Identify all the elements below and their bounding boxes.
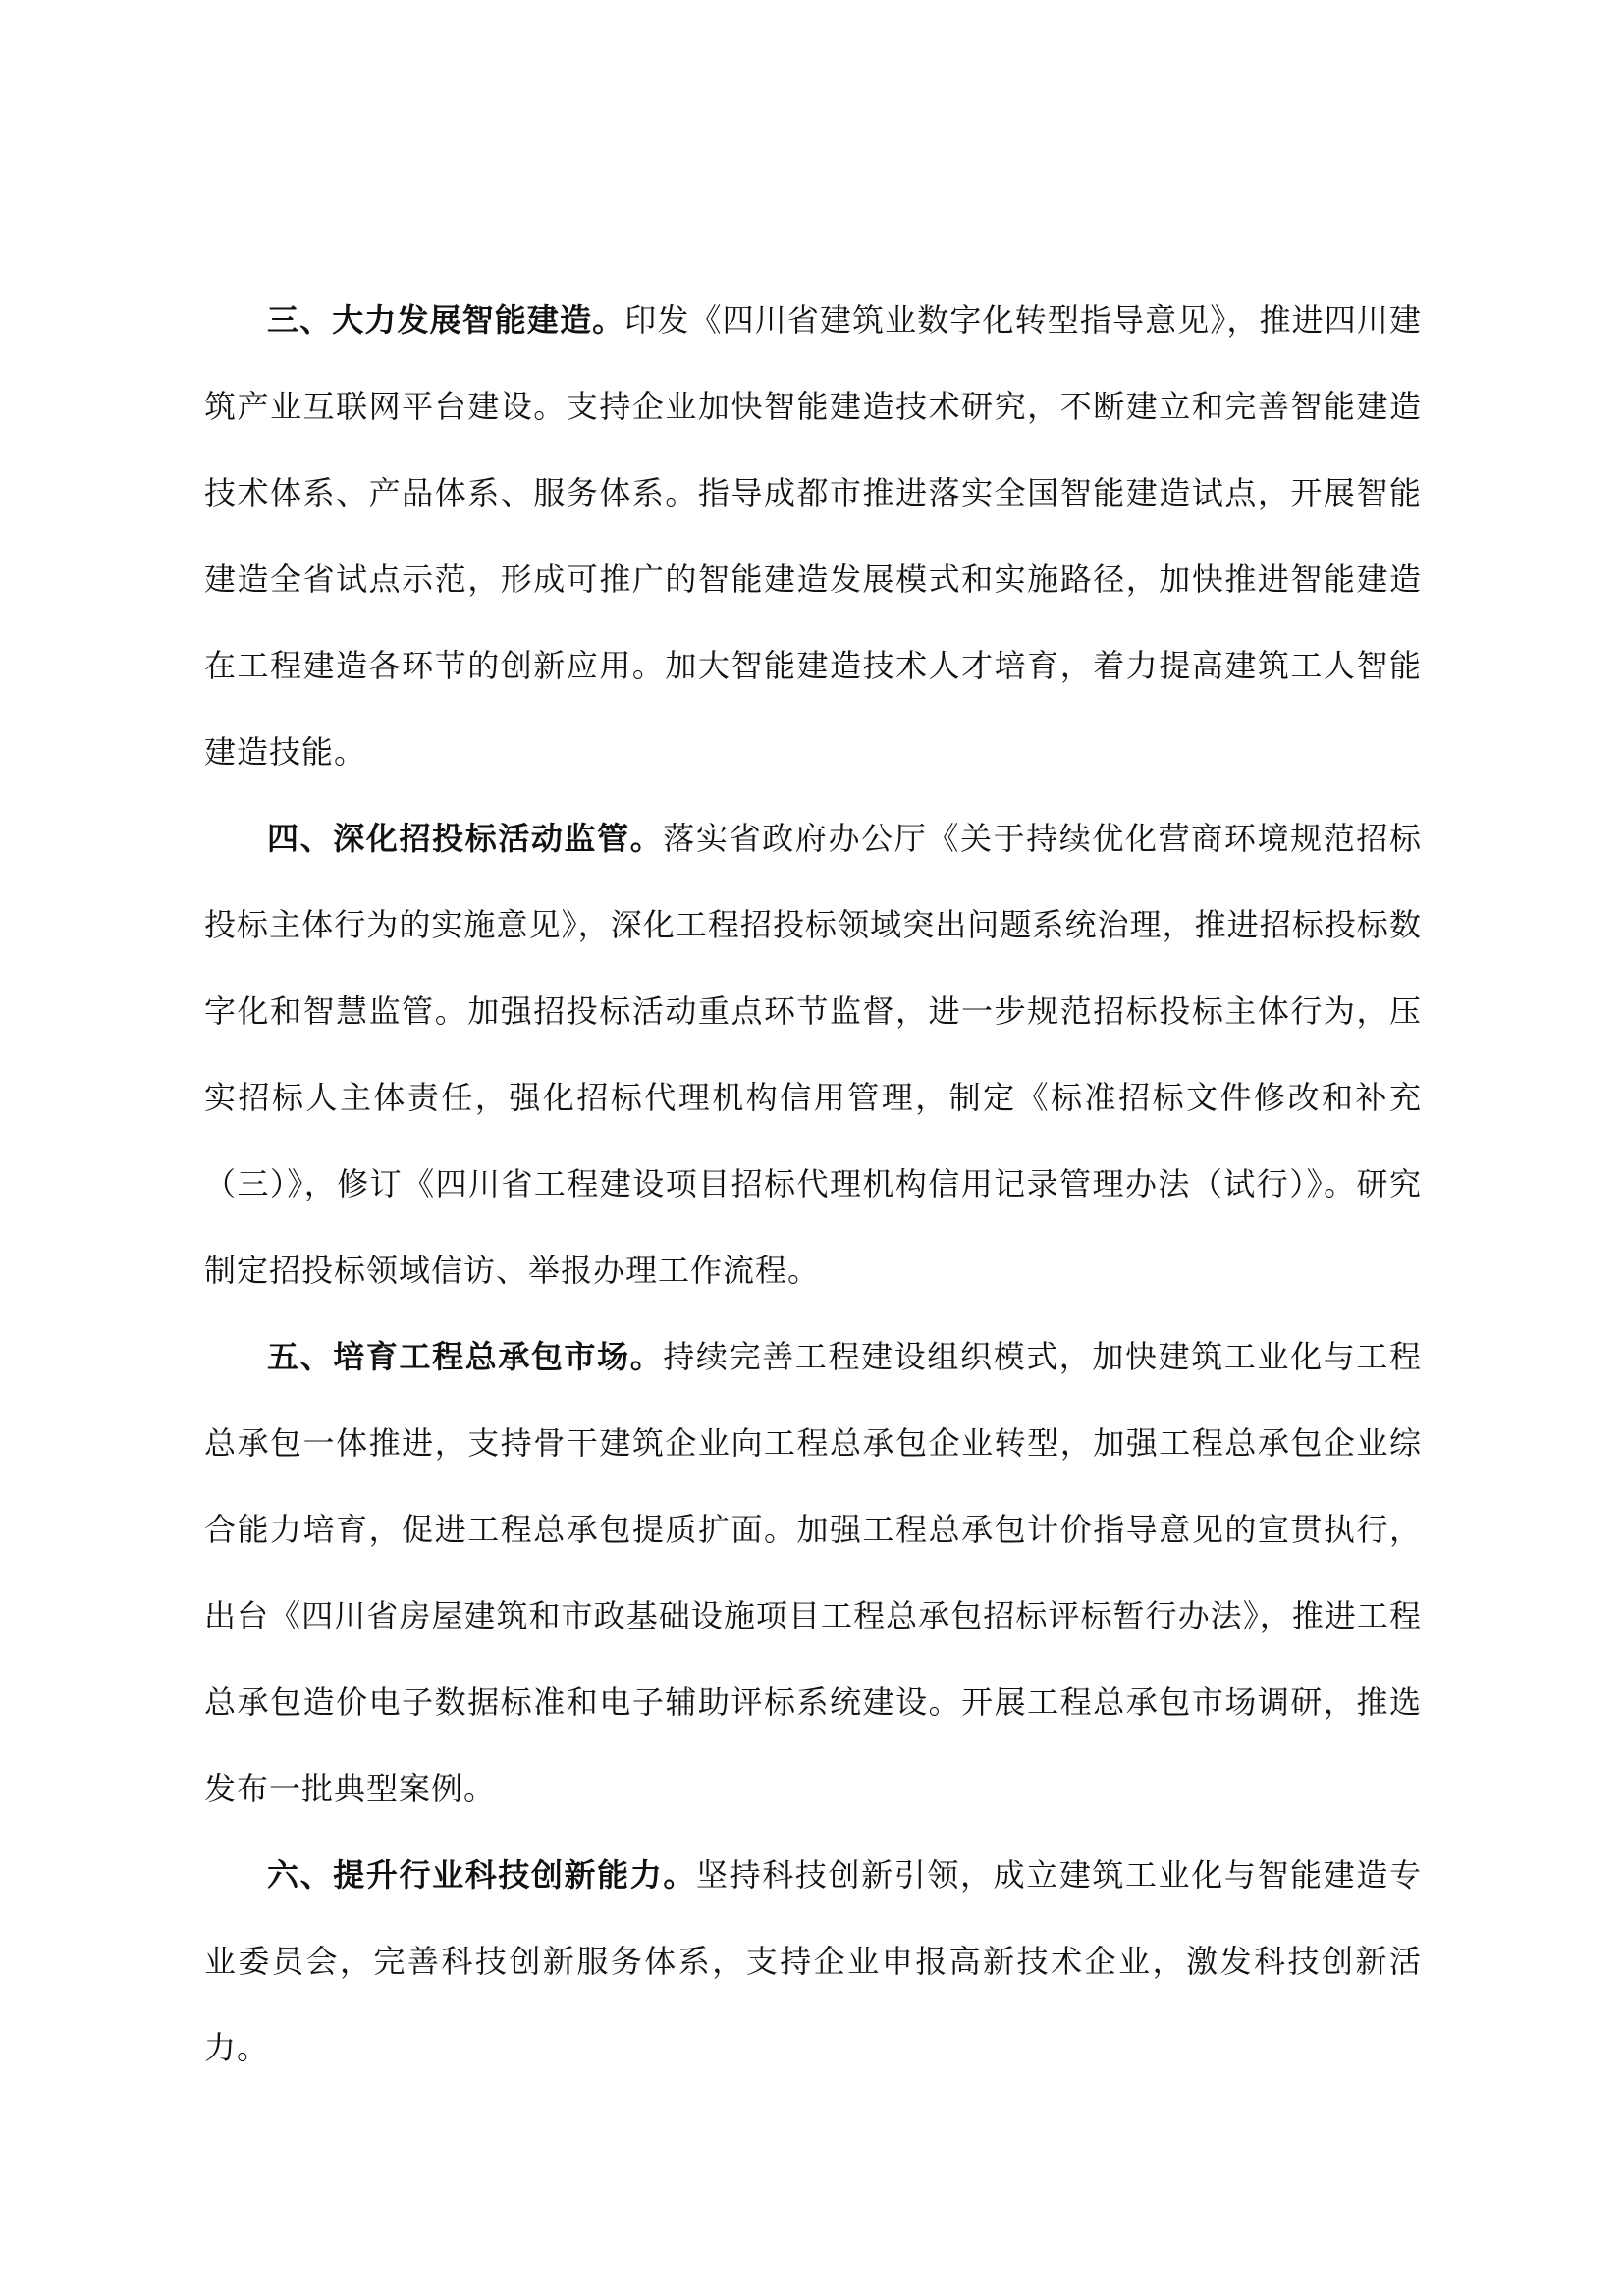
paragraph-heading: 六、提升行业科技创新能力。	[267, 1856, 697, 1894]
paragraph-text: 坚持科技创新引领，成立建筑工业化与智能建造专业委员会，完善科技创新服务体系，支持企业申报高新技术企业，激发科技创新活力。	[204, 1856, 1422, 2066]
paragraph-bidding-supervision	[204, 795, 1422, 1313]
paragraph-tech-innovation	[204, 1832, 1422, 2091]
paragraph-text: 印发《四川省建筑业数字化转型指导意见》，推进四川建筑产业互联网平台建设。支持企业加快智能建造技术研究，不断建立和完善智能建造技术体系、产品体系、服务体系。指导成都市推进落实全国智能建造试点，开展智能建造全省试点示范，形成可推广的智能建造发展模式和实施路径，加快推进智能建造在工程建造各环节的创新应用。加大智能建造技术人才培育，着力提高建筑工人智能建造技能。	[204, 301, 1422, 771]
document-body	[204, 277, 1422, 2091]
paragraph-heading: 三、大力发展智能建造。	[267, 301, 625, 339]
paragraph-smart-construction	[204, 277, 1422, 795]
paragraph-text: 落实省政府办公厅《关于持续优化营商环境规范招标投标主体行为的实施意见》，深化工程招投标领域突出问题系统治理，推进招标投标数字化和智慧监管。加强招投标活动重点环节监督，进一步规范招标投标主体行为，压实招标人主体责任，强化招标代理机构信用管理，制定《标准招标文件修改和补充（三）》，修订《四川省工程建设项目招标代理机构信用记录管理办法（试行）》。研究制定招投标领域信访、举报办理工作流程。	[204, 820, 1422, 1289]
paragraph-heading: 四、深化招投标活动监管。	[267, 820, 664, 857]
paragraph-general-contracting	[204, 1313, 1422, 1832]
paragraph-text: 持续完善工程建设组织模式，加快建筑工业化与工程总承包一体推进，支持骨干建筑企业向工程总承包企业转型，加强工程总承包企业综合能力培育，促进工程总承包提质扩面。加强工程总承包计价指导意见的宣贯执行，出台《四川省房屋建筑和市政基础设施项目工程总承包招标评标暂行办法》，推进工程总承包造价电子数据标准和电子辅助评标系统建设。开展工程总承包市场调研，推选发布一批典型案例。	[204, 1338, 1422, 1807]
paragraph-heading: 五、培育工程总承包市场。	[267, 1338, 664, 1375]
